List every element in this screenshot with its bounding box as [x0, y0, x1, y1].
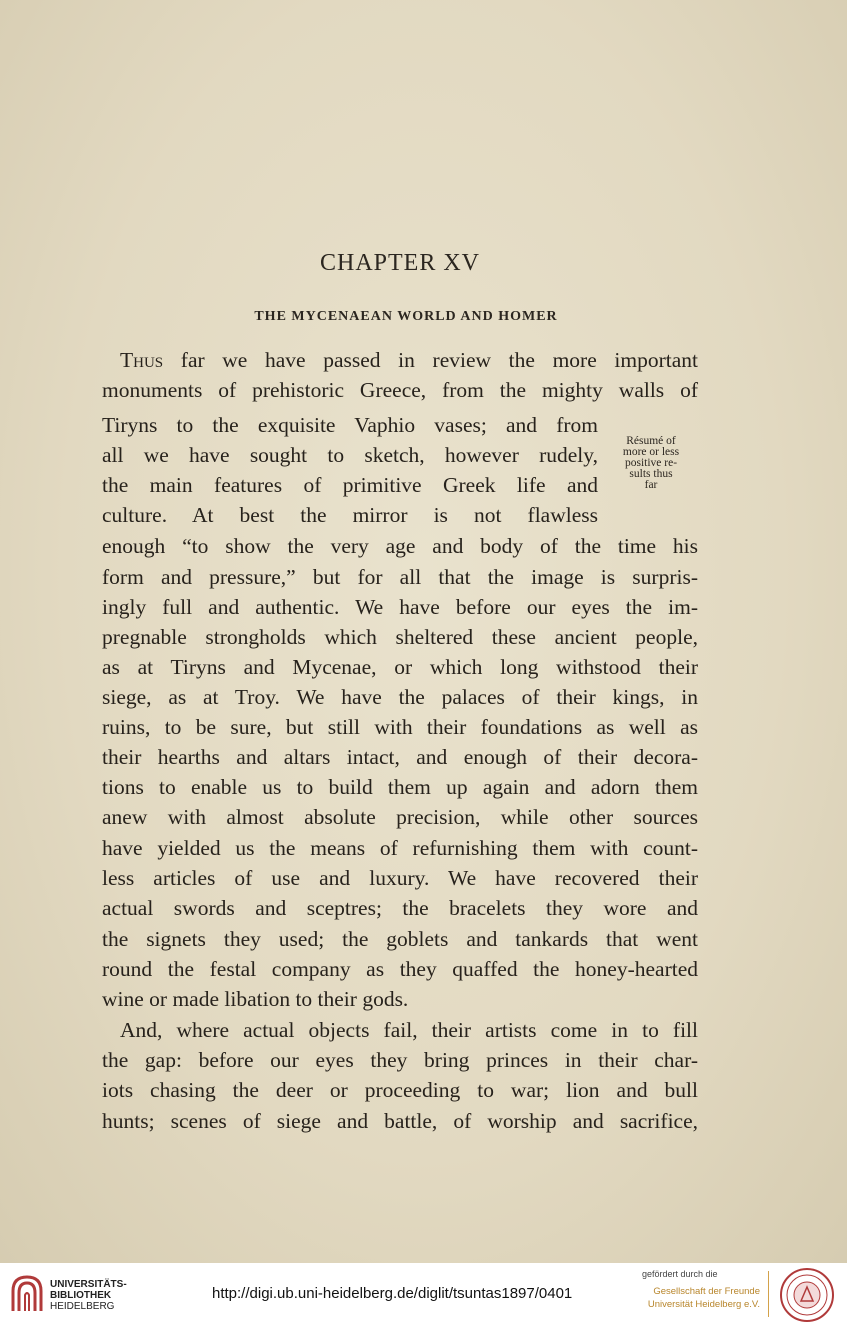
text-line: less articles of use and luxury. We have recovered their: [102, 866, 698, 890]
margin-note: Résumé of more or less positive re- sults thus far: [622, 435, 680, 491]
library-logo-icon: [10, 1273, 44, 1315]
text-line: pregnable strongholds which sheltered these ancient people,: [102, 625, 698, 649]
text-line: all we have sought to sketch, however rudely,: [102, 443, 598, 467]
text-line: the signets they used; the goblets and tankards that went: [102, 927, 698, 951]
text-line: hunts; scenes of siege and battle, of worship and sacrifice,: [102, 1109, 698, 1133]
text-line: tions to enable us to build them up again and adorn them: [102, 775, 698, 799]
university-seal-icon: [779, 1267, 835, 1323]
text-line: round the festal company as they quaffed the honey-hearted: [102, 957, 698, 981]
library-name: UNIVERSITÄTS- BIBLIOTHEK HEIDELBERG: [50, 1279, 127, 1312]
chapter-subtitle: THE MYCENAEAN WORLD AND HOMER: [254, 309, 558, 324]
text-line: ruins, to be sure, but still with their foundations as well as: [102, 715, 698, 739]
text-line: monuments of prehistoric Greece, from the mighty walls of: [102, 378, 698, 402]
text-line: the gap: before our eyes they bring princes in their char-: [102, 1048, 698, 1072]
text-line: actual swords and sceptres; the bracelets they wore and: [102, 896, 698, 920]
footer-divider: [768, 1271, 769, 1317]
text-line: culture. At best the mirror is not flawless: [102, 503, 598, 527]
funded-by-label: gefördert durch die: [642, 1269, 718, 1279]
text-line: enough “to show the very age and body of the time his: [102, 534, 698, 558]
drop-word: Thus: [120, 348, 164, 372]
text-line: the main features of primitive Greek life and: [102, 473, 598, 497]
text-line: ingly full and authentic. We have before our eyes the im-: [102, 595, 698, 619]
text-line: anew with almost absolute precision, while other sources: [102, 805, 698, 829]
text-line: their hearths and altars intact, and enough of their decora-: [102, 745, 698, 769]
text-line: Tiryns to the exquisite Vaphio vases; and from: [102, 413, 598, 437]
text-line: Thus far we have passed in review the more important: [120, 348, 698, 372]
text-line: wine or made libation to their gods.: [102, 987, 409, 1011]
text-line: as at Tiryns and Mycenae, or which long withstood their: [102, 655, 698, 679]
text-line: siege, as at Troy. We have the palaces of their kings, in: [102, 685, 698, 709]
permalink-url[interactable]: http://digi.ub.uni-heidelberg.de/diglit/tsuntas1897/0401: [212, 1285, 573, 1302]
text-line: form and pressure,” but for all that the image is surpris-: [102, 565, 698, 589]
text-line: iots chasing the deer or proceeding to war; lion and bull: [102, 1078, 698, 1102]
text-line: have yielded us the means of refurnishing them with count-: [102, 836, 698, 860]
viewer-footer: [0, 1263, 847, 1325]
chapter-title: CHAPTER XV: [319, 250, 480, 276]
funder-name: Gesellschaft der Freunde Universität Heidelberg e.V.: [647, 1286, 760, 1310]
text-line: And, where actual objects fail, their artists come in to fill: [120, 1018, 698, 1042]
